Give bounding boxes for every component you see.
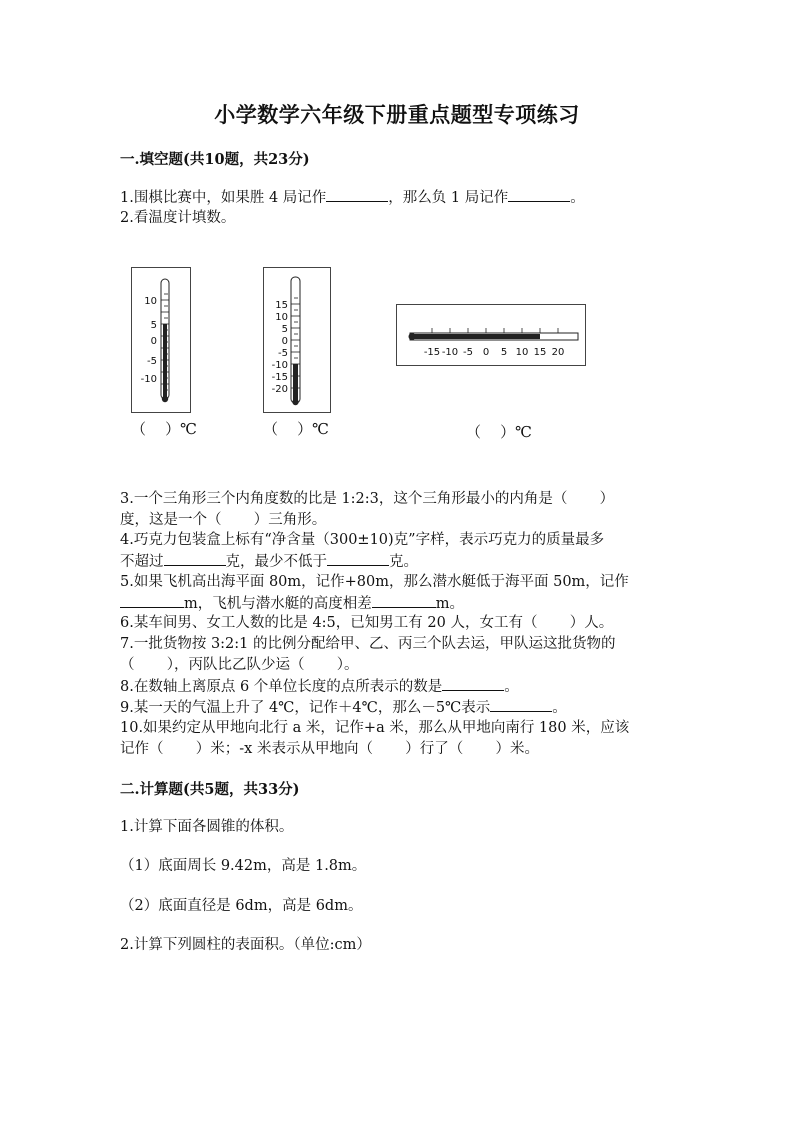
tick-label: 5 <box>500 347 508 358</box>
thermometer-3-figure <box>396 304 586 366</box>
thermometer-bulb <box>409 333 416 340</box>
thermometer-3-answer[interactable]: （ ）℃ <box>466 423 532 441</box>
tick-label: 20 <box>551 347 565 358</box>
question-5-line-2: m，飞机与潜水艇的高度相差 m。 <box>120 593 464 614</box>
thermometer-bulb <box>162 396 168 402</box>
tick-label: -20 <box>271 384 288 395</box>
section-heading-calculation: 二.计算题(共5题，共33分) <box>120 781 300 798</box>
answer-blank[interactable] <box>326 187 388 202</box>
mercury-column <box>163 324 167 398</box>
tick-label: 15 <box>275 300 288 311</box>
page-title: 小学数学六年级下册重点题型专项练习 <box>214 102 580 127</box>
question-4-line-1: 4.巧克力包装盒上标有“净含量（300±10)克”字样，表示巧克力的质量最多 <box>120 532 605 548</box>
answer-blank[interactable] <box>508 187 570 202</box>
thermometer-2-figure <box>263 267 331 413</box>
tick-label: -10 <box>441 347 459 358</box>
answer-blank[interactable] <box>164 551 226 566</box>
calc-question-1b: （2）底面直径是 6dm，高是 6dm。 <box>120 898 363 914</box>
thermometer-1-figure <box>131 267 191 413</box>
question-1: 1.围棋比赛中，如果胜 4 局记作 ，那么负 1 局记作 。 <box>120 187 585 208</box>
tick-label: 0 <box>482 347 490 358</box>
tick-label: 5 <box>150 320 157 331</box>
calc-question-1a: （1）底面周长 9.42m，高是 1.8m。 <box>120 858 367 874</box>
tick-label: -5 <box>278 348 288 359</box>
thermometer-2-answer[interactable]: （ ）℃ <box>263 420 329 438</box>
question-2: 2.看温度计填数。 <box>120 210 236 226</box>
question-4-line-2: 不超过 克，最少不低于 克。 <box>120 551 418 572</box>
tick-label: -15 <box>423 347 441 358</box>
tick-label: 0 <box>281 336 288 347</box>
tick-label: 15 <box>533 347 547 358</box>
question-3-line-1: 3.一个三角形三个内角度数的比是 1:2:3，这个三角形最小的内角是（ ） <box>120 491 615 507</box>
question-8: 8.在数轴上离原点 6 个单位长度的点所表示的数是 。 <box>120 676 519 697</box>
question-5-line-1: 5.如果飞机高出海平面 80m，记作+80m，那么潜水艇低于海平面 50m，记作 <box>120 574 629 590</box>
question-3-line-2: 度，这是一个（ ）三角形。 <box>120 512 327 528</box>
question-10-line-1: 10.如果约定从甲地向北行 a 米，记作+a 米，那么从甲地向南行 180 米，应该 <box>120 720 630 736</box>
question-9: 9.某一天的气温上升了 4℃，记作＋4℃，那么－5℃表示 。 <box>120 697 567 718</box>
question-6: 6.某车间男、女工人数的比是 4:5，已知男工有 20 人，女工有（ ）人。 <box>120 615 614 631</box>
tick-label: 0 <box>150 336 157 347</box>
calc-question-2: 2.计算下列圆柱的表面积。（单位:cm） <box>120 937 371 953</box>
mercury-column <box>412 334 540 339</box>
question-10-line-2: 记作（ ）米；-x 米表示从甲地向（ ）行了（ ）米。 <box>120 741 539 757</box>
tick-label: -10 <box>140 374 157 385</box>
answer-blank[interactable] <box>372 593 436 608</box>
question-7-line-1: 7.一批货物按 3:2:1 的比例分配给甲、乙、丙三个队去运，甲队运这批货物的 <box>120 636 616 652</box>
thermometer-bulb <box>292 399 298 405</box>
tick-label: 10 <box>275 312 288 323</box>
tick-label: 10 <box>144 296 157 307</box>
answer-blank[interactable] <box>327 551 389 566</box>
question-7-line-2: （ ），丙队比乙队少运（ ）。 <box>120 657 359 673</box>
answer-blank[interactable] <box>442 676 504 691</box>
answer-blank[interactable] <box>120 593 184 608</box>
answer-blank[interactable] <box>490 697 552 712</box>
tick-label: 10 <box>515 347 529 358</box>
thermometer-1-answer[interactable]: （ ）℃ <box>131 420 197 438</box>
section-heading-fill-in: 一.填空题(共10题，共23分) <box>120 151 310 168</box>
calc-question-1: 1.计算下面各圆锥的体积。 <box>120 819 294 835</box>
tick-label: -5 <box>463 347 473 358</box>
tick-label: -10 <box>271 360 288 371</box>
tick-label: -15 <box>271 372 288 383</box>
tick-label: 5 <box>281 324 288 335</box>
tick-label: -5 <box>147 356 157 367</box>
